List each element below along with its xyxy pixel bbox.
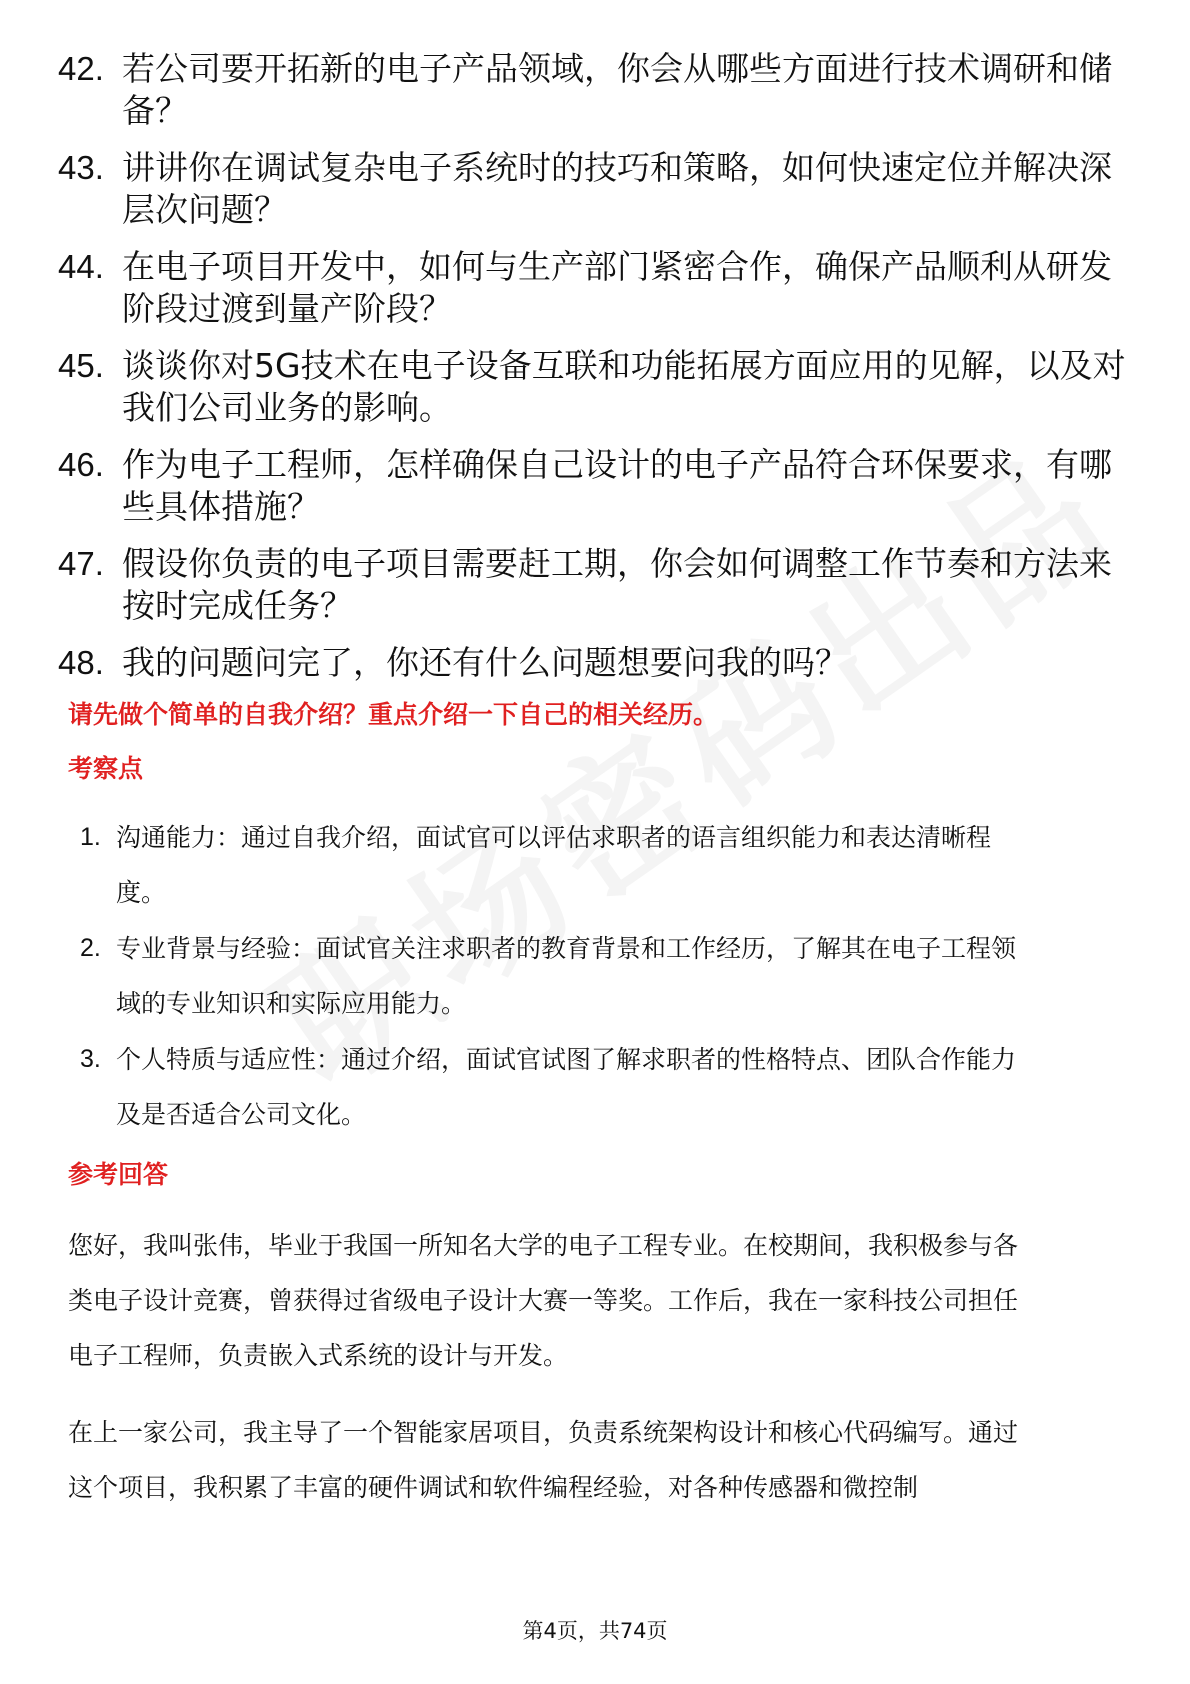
main-question-heading: 请先做个简单的自我介绍？重点介绍一下自己的相关经历。 xyxy=(68,700,719,729)
question-number: 45. xyxy=(58,347,104,384)
point-text: 专业背景与经验：面试官关注求职者的教育背景和工作经历，了解其在电子工程领域的专业知识和实际应用能力。 xyxy=(116,934,1017,1018)
question-number: 44. xyxy=(58,248,104,285)
point-item xyxy=(80,1032,1040,1142)
question-text: 谈谈你对5G技术在电子设备互联和功能拓展方面应用的见解，以及对我们公司业务的影响。 xyxy=(122,346,1126,427)
point-item xyxy=(80,810,1040,920)
answer-paragraph: 在上一家公司，我主导了一个智能家居项目，负责系统架构设计和核心代码编写。通过这个项目，我积累了丰富的硬件调试和软件编程经验，对各种传感器和微控制 xyxy=(68,1418,1019,1502)
page-footer: 第4页，共74页 xyxy=(522,1619,668,1643)
question-item xyxy=(58,444,1128,528)
question-item xyxy=(58,246,1128,330)
question-number: 48. xyxy=(58,644,104,681)
question-item xyxy=(58,642,1128,684)
point-text: 沟通能力：通过自我介绍，面试官可以评估求职者的语言组织能力和表达清晰程度。 xyxy=(116,823,992,907)
question-text: 若公司要开拓新的电子产品领域，你会从哪些方面进行技术调研和储备？ xyxy=(122,49,1112,130)
points-heading: 考察点 xyxy=(68,754,144,783)
question-item xyxy=(58,543,1128,627)
question-text: 讲讲你在调试复杂电子系统时的技巧和策略，如何快速定位并解决深层次问题？ xyxy=(122,148,1112,229)
answer-paragraph: 您好，我叫张伟，毕业于我国一所知名大学的电子工程专业。在校期间，我积极参与各类电子设计竞赛，曾获得过省级电子设计大赛一等奖。工作后，我在一家科技公司担任电子工程师，负责嵌入式系统的设计与开发。 xyxy=(68,1231,1019,1370)
answer-heading: 参考回答 xyxy=(68,1160,169,1189)
point-text: 个人特质与适应性：通过介绍，面试官试图了解求职者的性格特点、团队合作能力及是否适合公司文化。 xyxy=(116,1045,1017,1129)
question-number: 42. xyxy=(58,50,104,87)
question-list xyxy=(58,48,1128,699)
question-item xyxy=(58,147,1128,231)
point-item xyxy=(80,921,1040,1031)
question-item xyxy=(58,48,1128,132)
point-number: 1. xyxy=(80,823,101,851)
question-text: 我的问题问完了，你还有什么问题想要问我的吗？ xyxy=(122,643,848,682)
point-number: 3. xyxy=(80,1045,101,1073)
question-text: 作为电子工程师，怎样确保自己设计的电子产品符合环保要求，有哪些具体措施？ xyxy=(122,445,1112,526)
question-number: 47. xyxy=(58,545,104,582)
points-list xyxy=(80,810,1040,1143)
question-text: 在电子项目开发中，如何与生产部门紧密合作，确保产品顺利从研发阶段过渡到量产阶段？ xyxy=(122,247,1112,328)
question-number: 43. xyxy=(58,149,104,186)
point-number: 2. xyxy=(80,934,101,962)
question-number: 46. xyxy=(58,446,104,483)
question-text: 假设你负责的电子项目需要赶工期，你会如何调整工作节奏和方法来按时完成任务？ xyxy=(122,544,1112,625)
question-item xyxy=(58,345,1128,429)
